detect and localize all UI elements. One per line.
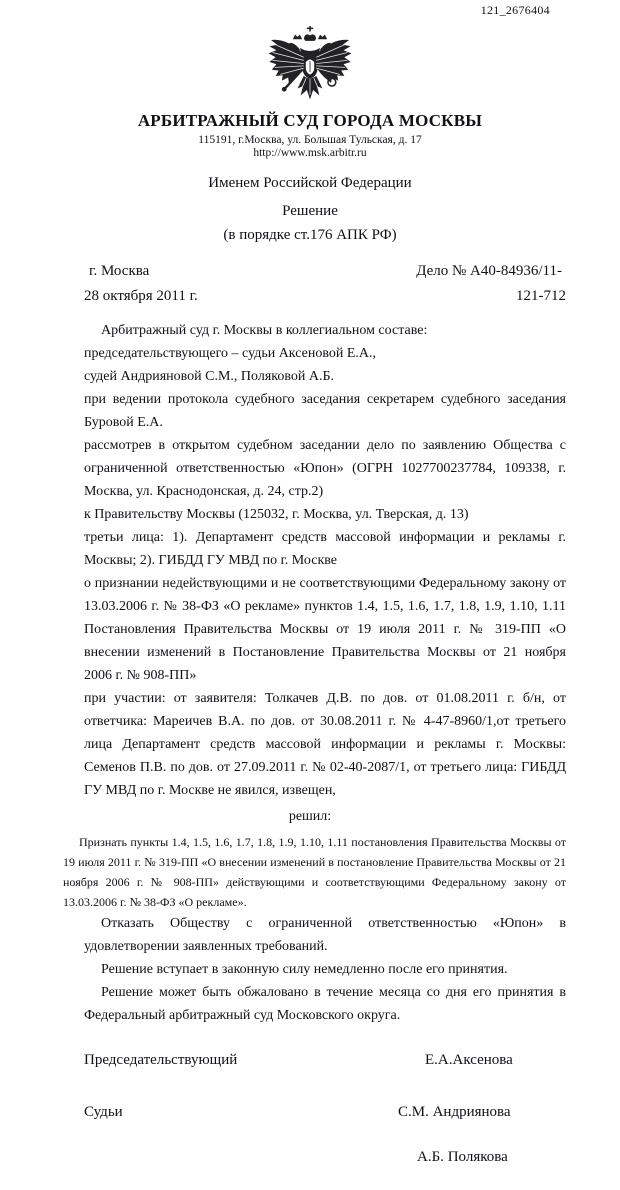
paragraph-attendees: при участии: от заявителя: Толкачев Д.В. по дов. от 01.08.2011 г. б/н, от ответчика: Мареичев В.А. по дов. от 30.08.2011 г. № 4-47-8960/1,от третьего лица Департамент средств массовой информации и рекламы г. Москвы: Семенов П.В. по дов. от 27.09.2011 г. № 02-40-2087/1, от третьего лица: ГИБДД ГУ МВД по г. Москве не явился, извещен, [84, 691, 566, 798]
coat-of-arms-icon [263, 26, 357, 108]
case-number-line1: Дело № А40-84936/11- [416, 263, 562, 279]
resolution-paragraph-recognize: Признать пункты 1.4, 1.5, 1.6, 1.7, 1.8, 1.9, 1.10, 1.11 постановления Правительства Москвы от 19 июля 2011 г. № 319-ПП «О внесении изменений в постановление Правительства Москвы от 21 ноября 2006 г. № 908-ПП» действующими и соответствующими Федеральному закону от 13.03.2006 г. № 38-ФЗ «О рекламе». [63, 835, 566, 909]
decision-title: Решение [282, 203, 338, 219]
resolution-section [63, 832, 566, 1027]
court-header [0, 0, 620, 160]
paragraph-respondent: к Правительству Москвы (125032, г. Москва, ул. Тверская, д. 13) [84, 507, 469, 522]
resolution-paragraph-deny: Отказать Обществу с ограниченной ответственностью «Юпон» в удовлетворении заявленных требований. [84, 916, 566, 954]
signatures-block [84, 1052, 566, 1167]
city-label: г. Москва [89, 263, 150, 279]
court-website-url: http://www.msk.arbitr.ru [253, 147, 367, 159]
paragraph-claimant: рассмотрев в открытом судебном заседании дело по заявлению Общества с ограниченной ответственностью «Юпон» (ОГРН 1027700237784, 109338, г. Москва, ул. Краснодонская, д. 24, стр.2) [84, 438, 566, 499]
document-id: 121_2676404 [480, 3, 550, 17]
paragraph-presiding-judge: председательствующего – судьи Аксеновой Е.А., [84, 346, 377, 361]
paragraph-subject-matter: о признании недействующими и не соответствующими Федеральному закону от 13.03.2006 г. № 38-ФЗ «О рекламе» пунктов 1.4, 1.5, 1.6, 1.7, 1.8, 1.9, 1.10, 1.11 Постановления Правительства Москвы от 19 июля 2011 г. № 319-ПП «О внесении изменений в Постановление Правительства Москвы от 21 ноября 2006 г. № 908-ПП» [84, 576, 566, 683]
resolution-paragraph-effective: Решение вступает в законную силу немедленно после его принятия. [101, 962, 508, 977]
paragraph-secretary: при ведении протокола судебного заседания секретарем судебного заседания Буровой Е.А. [84, 392, 566, 430]
signature-row-presiding [84, 1052, 566, 1070]
decision-body [84, 319, 566, 802]
resolution-heading: решил: [288, 809, 332, 824]
signature-row-judge-1 [84, 1104, 566, 1122]
signature-role: Председательствующий [84, 1052, 238, 1068]
in-the-name-line: Именем Российской Федерации [208, 175, 412, 191]
signature-row-judge-2 [84, 1149, 566, 1167]
case-row-1 [84, 264, 566, 279]
signature-name: А.Б. Полякова [417, 1149, 508, 1165]
resolution-paragraph-appeal: Решение может быть обжаловано в течение месяца со дня его принятия в Федеральный арбитражный суд Московского округа. [84, 985, 566, 1023]
case-info-block [84, 264, 566, 304]
paragraph-judges: судей Андрияновой С.М., Поляковой А.Б. [84, 369, 335, 384]
case-number-line2: 121-712 [516, 288, 566, 304]
paragraph-court-composition: Арбитражный суд г. Москвы в коллегиальном составе: [101, 323, 428, 338]
court-name: АРБИТРАЖНЫЙ СУД ГОРОДА МОСКВЫ [137, 111, 483, 130]
signature-name: Е.А.Аксенова [425, 1052, 513, 1068]
case-row-2 [84, 289, 566, 304]
signature-name: С.М. Андриянова [398, 1104, 511, 1120]
procedure-note: (в порядке ст.176 АПК РФ) [223, 227, 397, 243]
decision-date: 28 октября 2011 г. [84, 288, 198, 304]
paragraph-third-parties: третьи лица: 1). Департамент средств массовой информации и рекламы г. Москвы; 2). ГИБДД ГУ МВД по г. Москве [84, 530, 566, 568]
court-address: 115191, г.Москва, ул. Большая Тульская, д. 17 [198, 134, 422, 146]
signature-role: Судьи [84, 1104, 123, 1120]
decision-title-block [0, 176, 620, 243]
